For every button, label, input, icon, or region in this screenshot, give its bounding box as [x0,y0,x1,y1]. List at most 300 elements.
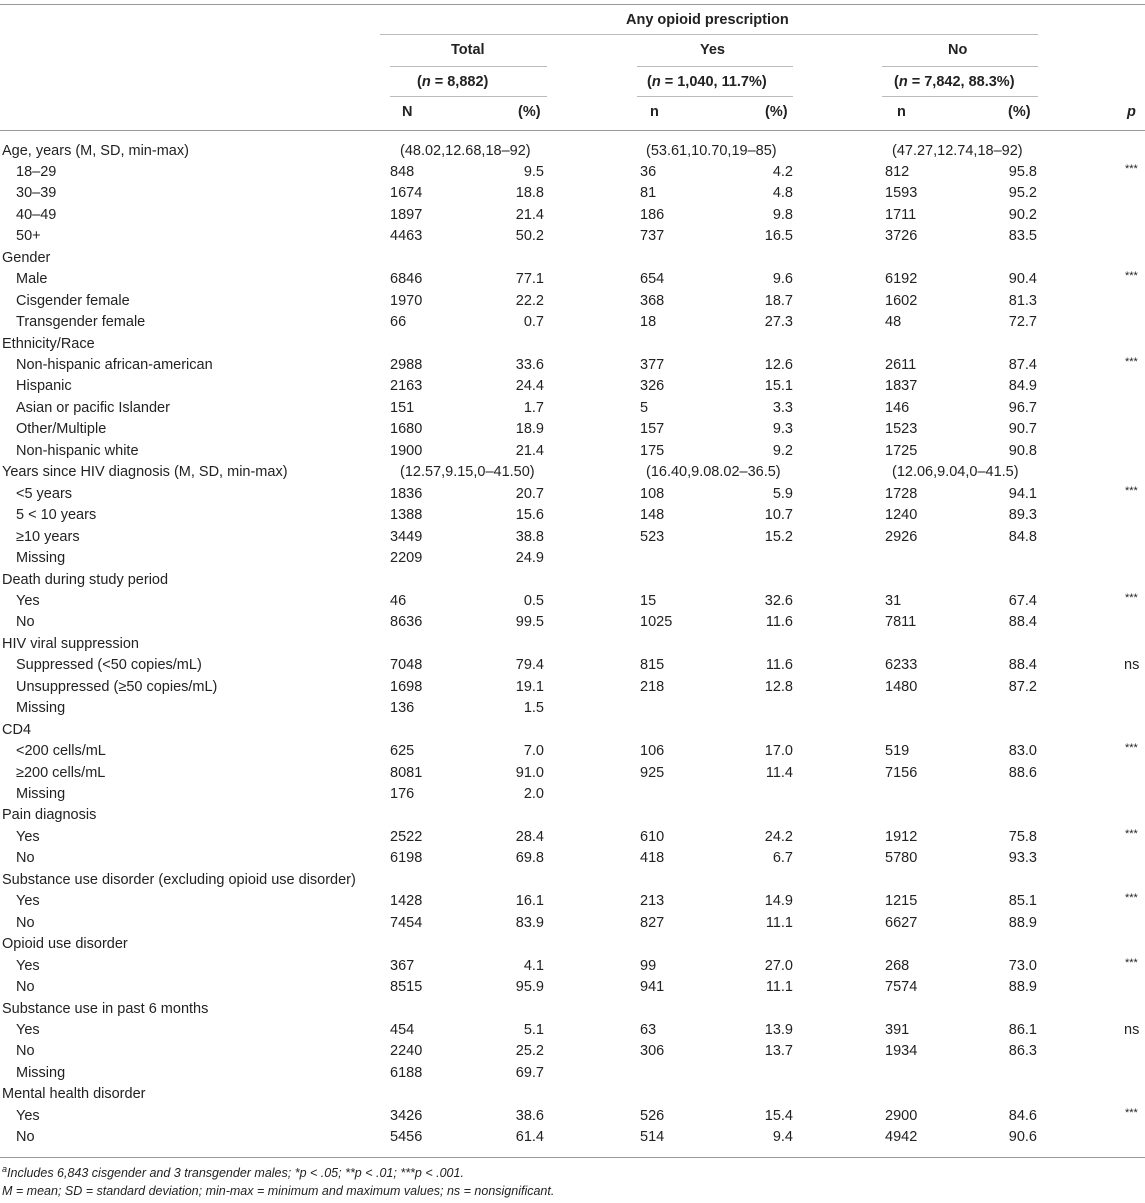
table-row [0,1084,1145,1105]
row-label: Yes [16,957,40,974]
count-cell: 1837 [885,378,918,395]
percent-cell: 88.4 [1008,614,1037,631]
count-cell: 812 [885,163,910,180]
table-row [0,827,1145,848]
count-cell: 1602 [885,292,918,309]
count-cell: 36 [640,163,657,180]
percent-cell: 27.3 [764,314,793,331]
table-row [0,570,1145,591]
percent-cell: 86.3 [1008,1043,1037,1060]
footnote-2: M = mean; SD = standard deviation; min-max = minimum and maximum values; ns = nonsignificant. [2,1184,555,1198]
row-label: Missing [16,700,66,717]
percent-cell: 18.9 [515,421,544,438]
row-label: <200 cells/mL [16,743,106,760]
table-row [0,205,1145,226]
table-row [0,677,1145,698]
percent-cell: 99.5 [515,614,544,631]
percent-cell: 4.2 [772,163,793,180]
row-label: Cisgender female [16,292,130,309]
count-cell: 377 [640,357,665,373]
table-row [0,913,1145,934]
percent-cell: 28.4 [515,828,544,845]
table-row [0,226,1145,247]
table-row [0,655,1145,676]
count-cell: 2988 [390,357,423,373]
mean-sd-range: (47.27,12.74,18–92) [892,142,1023,159]
col-total-title: Total [451,42,485,58]
count-cell: 2926 [885,528,918,545]
table-row [0,355,1145,376]
table-row [0,634,1145,655]
top-rule [0,4,1145,5]
percent-cell: 9.2 [772,442,793,459]
percent-cell: 17.0 [764,743,793,760]
percent-cell: 20.7 [515,485,544,502]
count-cell: 3449 [390,528,423,545]
percent-cell: 25.2 [515,1043,544,1060]
count-cell: 66 [390,314,407,331]
percent-cell: 4.1 [523,957,544,974]
percent-cell: 91.0 [515,764,544,781]
row-label: Ethnicity/Race [2,335,95,352]
percent-cell: 67.4 [1008,592,1037,609]
table-row [0,141,1145,162]
sub-no-n: n [897,104,906,120]
count-cell: 1240 [885,507,918,524]
row-label: Years since HIV diagnosis (M, SD, min-max) [2,464,288,481]
mean-sd-range: (53.61,10.70,19–85) [646,142,777,159]
percent-cell: 88.9 [1008,979,1037,996]
sub-total-n: N [402,104,413,120]
percent-cell: 83.0 [1008,743,1037,760]
row-label: Substance use in past 6 months [2,1000,209,1017]
count-cell: 8515 [390,979,423,996]
count-cell: 1523 [885,421,918,438]
count-cell: 46 [390,592,407,609]
mean-sd-range: (16.40,9.08.02–36.5) [646,464,781,481]
percent-cell: 73.0 [1008,957,1037,974]
percent-cell: 88.6 [1008,764,1037,781]
count-cell: 815 [640,657,665,674]
p-value: *** [1125,270,1138,283]
count-cell: 1428 [390,893,423,910]
table-row [0,891,1145,912]
group-underline [380,34,1038,35]
percent-cell: 21.4 [515,206,544,223]
count-cell: 1725 [885,442,918,459]
table-row [0,1041,1145,1062]
sub-total-pct: (%) [518,104,541,120]
percent-cell: 27.0 [764,957,793,974]
count-cell: 4463 [390,228,423,245]
percent-cell: 11.1 [765,914,793,931]
table-row [0,1063,1145,1084]
percent-cell: 18.8 [515,185,544,202]
count-cell: 526 [640,1107,665,1124]
count-cell: 6188 [390,1064,423,1081]
percent-cell: 22.2 [515,292,544,309]
p-value: *** [1125,742,1138,755]
col-no-n: (n = 7,842, 88.3%) [894,74,1015,90]
count-cell: 6198 [390,850,423,867]
percent-cell: 85.1 [1008,893,1037,910]
table-row [0,548,1145,569]
count-cell: 6233 [885,657,918,674]
count-cell: 4942 [885,1129,918,1146]
percent-cell: 13.7 [764,1043,793,1060]
table-row [0,484,1145,505]
footnote-1: $^a$Includes 6,843 cisgender and 3 transgender males; *p < .05; **p < .01; ***p < .001. [2,1164,464,1181]
count-cell: 5456 [390,1129,423,1146]
table-row [0,999,1145,1020]
percent-cell: 7.0 [523,743,544,760]
row-label: No [16,914,35,931]
count-cell: 6192 [885,271,918,288]
percent-cell: 61.4 [515,1129,544,1146]
table-row [0,1127,1145,1148]
count-cell: 519 [885,743,910,760]
count-cell: 514 [640,1129,665,1146]
count-cell: 157 [640,421,665,438]
count-cell: 1480 [885,678,918,695]
count-cell: 5780 [885,850,918,867]
table-row [0,956,1145,977]
percent-cell: 2.0 [523,786,544,802]
table-bottom-rule [0,1157,1145,1158]
p-value: *** [1125,892,1138,905]
percent-cell: 15.1 [764,378,793,395]
count-cell: 1900 [390,442,423,459]
count-cell: 654 [640,271,665,288]
percent-cell: 18.7 [764,292,793,309]
row-label: Opioid use disorder [2,936,128,953]
row-label: No [16,979,35,996]
row-label: Gender [2,249,51,266]
mean-sd-range: (12.06,9.04,0–41.5) [892,464,1019,481]
count-cell: 15 [640,592,657,609]
count-cell: 1674 [390,185,423,202]
row-label: Transgender female [16,314,146,331]
table-row [0,527,1145,548]
count-cell: 5 [640,399,649,416]
percent-cell: 1.7 [523,399,544,416]
p-value: *** [1125,827,1138,840]
count-cell: 6627 [885,914,918,931]
count-cell: 99 [640,957,657,974]
count-cell: 7811 [885,614,917,631]
p-value: *** [1125,591,1138,604]
row-label: Yes [16,1107,40,1124]
row-label: Suppressed (<50 copies/mL) [16,657,202,674]
header-bottom-rule [0,130,1145,131]
row-label: Non-hispanic african-american [16,357,213,373]
table-row [0,977,1145,998]
count-cell: 848 [390,163,415,180]
percent-cell: 69.7 [515,1064,544,1081]
row-label: HIV viral suppression [2,635,139,652]
row-label: No [16,1043,35,1060]
row-label: CD4 [2,721,32,738]
count-cell: 31 [885,592,902,609]
p-value: *** [1125,1106,1138,1119]
count-cell: 2163 [390,378,423,395]
count-cell: 1912 [885,828,918,845]
count-cell: 1388 [390,507,423,524]
row-label: Non-hispanic white [16,442,139,459]
table-row [0,334,1145,355]
percent-cell: 21.4 [515,442,544,459]
count-cell: 1680 [390,421,423,438]
row-label: Yes [16,592,40,609]
percent-cell: 9.6 [772,271,793,288]
percent-cell: 90.2 [1008,206,1037,223]
row-label: Male [16,271,48,288]
count-cell: 48 [885,314,902,331]
table-row [0,462,1145,483]
count-cell: 2900 [885,1107,918,1124]
row-label: 18–29 [16,163,57,180]
percent-cell: 88.9 [1008,914,1037,931]
row-label: Yes [16,1021,40,1038]
p-value: ns [1124,657,1140,674]
count-cell: 523 [640,528,665,545]
row-label: Missing [16,1064,66,1081]
row-label: <5 years [16,485,73,502]
col-yes-title: Yes [700,42,725,58]
percent-cell: 87.2 [1008,678,1037,695]
percent-cell: 3.3 [772,399,793,416]
count-cell: 106 [640,743,665,760]
percent-cell: 90.8 [1008,442,1037,459]
row-label: No [16,850,35,867]
percent-cell: 88.4 [1008,657,1037,674]
percent-cell: 69.8 [515,850,544,867]
table-row [0,1020,1145,1041]
count-cell: 737 [640,228,665,245]
table-row [0,312,1145,333]
row-label: Mental health disorder [2,1086,146,1103]
percent-cell: 14.9 [764,893,793,910]
percent-cell: 11.6 [765,657,793,674]
p-value: *** [1125,956,1138,969]
percent-cell: 86.1 [1008,1021,1037,1038]
percent-cell: 90.4 [1008,271,1037,288]
count-cell: 1215 [885,893,918,910]
percent-cell: 19.1 [515,678,544,695]
percent-cell: 9.3 [772,421,793,438]
row-label: Asian or pacific Islander [16,399,170,416]
table-row [0,1106,1145,1127]
p-value: *** [1125,162,1138,175]
percent-cell: 13.9 [764,1021,793,1038]
sub-yes-pct: (%) [765,104,788,120]
percent-cell: 15.2 [764,528,793,545]
count-cell: 1698 [390,678,423,695]
count-cell: 175 [640,442,665,459]
yes-underline-1 [637,66,793,67]
percent-cell: 10.7 [764,507,793,524]
count-cell: 367 [390,957,415,974]
count-cell: 2611 [885,357,917,373]
percent-cell: 50.2 [515,228,544,245]
percent-cell: 95.8 [1008,163,1037,180]
col-total-n: (n = 8,882) [417,74,489,90]
count-cell: 176 [390,786,415,802]
percent-cell: 9.5 [523,163,544,180]
percent-cell: 83.9 [515,914,544,931]
percent-cell: 11.4 [765,764,793,781]
count-cell: 81 [640,185,657,202]
count-cell: 391 [885,1021,910,1038]
mean-sd-range: (12.57,9.15,0–41.50) [400,464,535,481]
table-row [0,741,1145,762]
percent-cell: 79.4 [515,657,544,674]
count-cell: 610 [640,828,665,845]
percent-cell: 90.7 [1008,421,1037,438]
table-row [0,848,1145,869]
col-yes-n: (n = 1,040, 11.7%) [647,74,767,90]
group-title: Any opioid prescription [626,12,789,28]
sub-yes-n: n [650,104,659,120]
percent-cell: 0.5 [523,592,544,609]
percent-cell: 5.9 [772,485,793,502]
row-label: No [16,1129,35,1146]
count-cell: 7156 [885,764,918,781]
percent-cell: 93.3 [1008,850,1037,867]
row-label: Hispanic [16,378,72,395]
p-header: p [1127,104,1136,120]
table-row [0,269,1145,290]
percent-cell: 16.1 [515,893,544,910]
percent-cell: 16.5 [764,228,793,245]
count-cell: 218 [640,678,665,695]
count-cell: 108 [640,485,665,502]
percent-cell: 5.1 [523,1021,544,1038]
count-cell: 3726 [885,228,918,245]
percent-cell: 12.6 [764,357,793,373]
count-cell: 136 [390,700,415,717]
row-label: Pain diagnosis [2,807,97,824]
count-cell: 1897 [390,206,423,223]
count-cell: 1970 [390,292,423,309]
percent-cell: 94.1 [1008,485,1037,502]
percent-cell: 84.8 [1008,528,1037,545]
total-underline-1 [390,66,547,67]
percent-cell: 81.3 [1008,292,1037,309]
percent-cell: 9.4 [772,1129,793,1146]
count-cell: 1934 [885,1043,918,1060]
count-cell: 268 [885,957,910,974]
count-cell: 213 [640,893,665,910]
count-cell: 7454 [390,914,423,931]
percent-cell: 15.4 [764,1107,793,1124]
percent-cell: 32.6 [764,592,793,609]
p-value: *** [1125,484,1138,497]
table-row [0,784,1145,805]
row-label: Unsuppressed (≥50 copies/mL) [16,678,218,695]
percent-cell: 95.9 [515,979,544,996]
count-cell: 6846 [390,271,423,288]
count-cell: 151 [390,399,415,416]
count-cell: 1593 [885,185,918,202]
percent-cell: 1.5 [523,700,544,717]
total-underline-2 [390,96,547,97]
row-label: 50+ [16,228,41,245]
col-no-title: No [948,42,968,58]
row-label: Death during study period [2,571,169,588]
table-row [0,763,1145,784]
percent-cell: 83.5 [1008,228,1037,245]
count-cell: 326 [640,378,665,395]
table-row [0,291,1145,312]
percent-cell: 11.1 [765,979,793,996]
count-cell: 2209 [390,550,423,567]
percent-cell: 24.9 [515,550,544,567]
table-row [0,805,1145,826]
percent-cell: 84.9 [1008,378,1037,395]
row-label: No [16,614,35,631]
count-cell: 454 [390,1021,415,1038]
row-label: Yes [16,893,40,910]
table-row [0,720,1145,741]
row-label: 5 < 10 years [16,507,97,524]
p-value: *** [1125,356,1138,368]
no-underline-1 [882,66,1038,67]
table-row [0,698,1145,719]
count-cell: 7574 [885,979,918,996]
percent-cell: 15.6 [515,507,544,524]
percent-cell: 77.1 [515,271,544,288]
p-value: ns [1124,1021,1140,1038]
table-row [0,183,1145,204]
row-label: ≥200 cells/mL [16,764,106,781]
sub-no-pct: (%) [1008,104,1031,120]
count-cell: 18 [640,314,657,331]
row-label: Age, years (M, SD, min-max) [2,142,189,159]
percent-cell: 24.2 [764,828,793,845]
count-cell: 1728 [885,485,918,502]
percent-cell: 96.7 [1008,399,1037,416]
count-cell: 7048 [390,657,423,674]
count-cell: 827 [640,914,665,931]
row-label: Missing [16,786,66,802]
percent-cell: 90.6 [1008,1129,1037,1146]
percent-cell: 11.6 [765,614,793,631]
count-cell: 418 [640,850,665,867]
count-cell: 148 [640,507,665,524]
percent-cell: 84.6 [1008,1107,1037,1124]
table-row [0,591,1145,612]
percent-cell: 9.8 [772,206,793,223]
table-row [0,505,1145,526]
no-underline-2 [882,96,1038,97]
table-row [0,934,1145,955]
percent-cell: 38.6 [515,1107,544,1124]
count-cell: 941 [640,979,665,996]
percent-cell: 4.8 [772,185,793,202]
row-label: 30–39 [16,185,57,202]
count-cell: 625 [390,743,415,760]
row-label: ≥10 years [16,528,80,545]
count-cell: 925 [640,764,665,781]
percent-cell: 24.4 [515,378,544,395]
percent-cell: 0.7 [523,314,544,331]
count-cell: 3426 [390,1107,423,1124]
percent-cell: 33.6 [515,357,544,373]
count-cell: 2522 [390,828,423,845]
table-row [0,248,1145,269]
count-cell: 63 [640,1021,657,1038]
